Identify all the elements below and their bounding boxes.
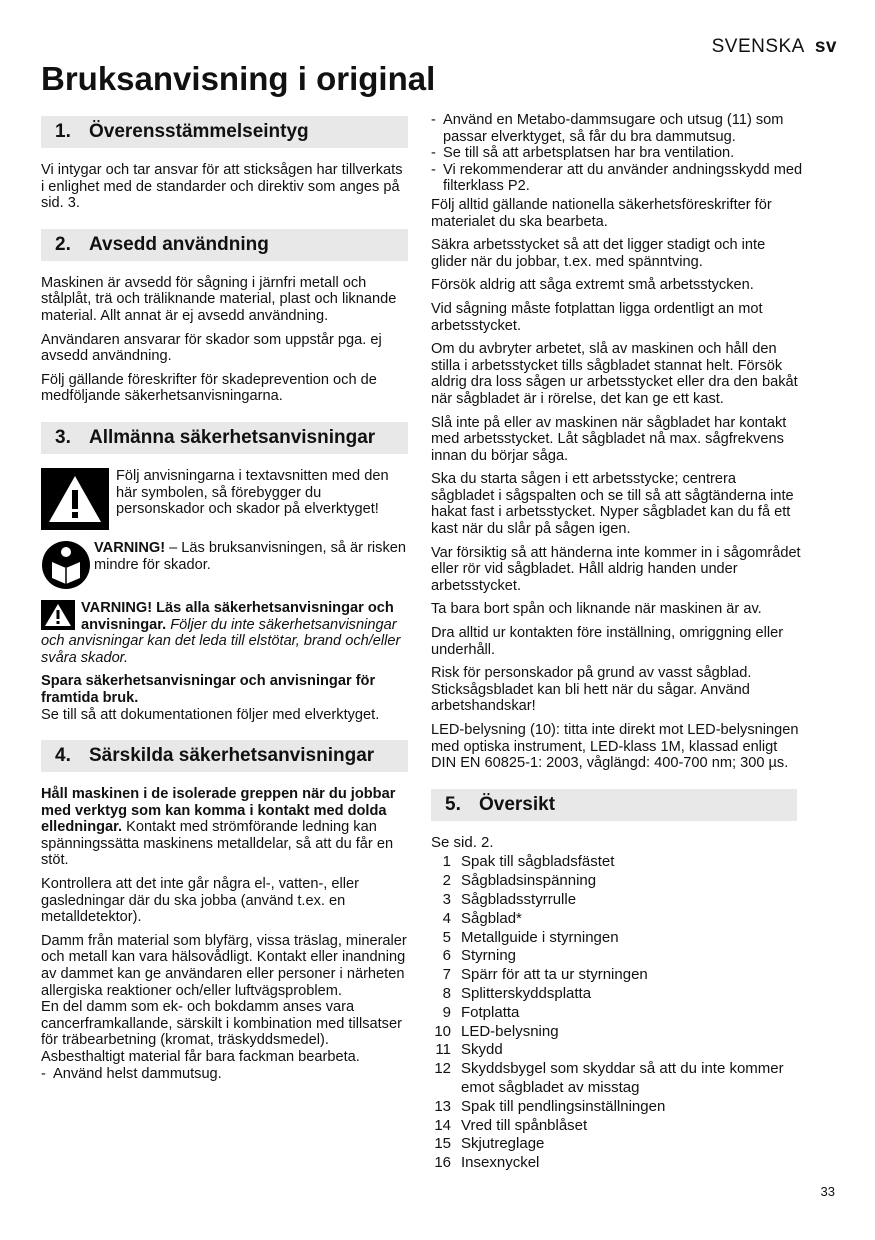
paragraph: LED-belysning (10): titta inte direkt mot LED-belysningen med optiska instrument, LED-klass 1M, klassad enligt DIN EN 60825-1: 2003, våglängd: 400-700 nm; 300 µs. [431, 722, 799, 772]
language-label: SVENSKA sv [711, 36, 837, 57]
paragraph: Ska du starta sågen i ett arbetsstycke; centrera sågbladet i sågspalten och se till så att sågtänderna inte hakat fast i arbetsstycket. Nyper sågbladet kan du få ett kast när du slår på sågen igen. [431, 471, 794, 538]
overview-item-number: 15 [434, 1135, 451, 1153]
overview-item-label: Sågbladsstyrrulle [461, 890, 577, 908]
overview-item [431, 1117, 803, 1136]
overview-item [431, 1023, 803, 1042]
overview-item-label: Skjutreglage [461, 1135, 545, 1153]
paragraph: Var försiktig så att händerna inte kommer in i sågområdet eller rör vid sågbladet. Håll aldrig handen under arbetsstycket. [431, 544, 801, 594]
list-item: - Vi rekommenderar att du använder andningsskydd med filterklass P2. [431, 161, 803, 195]
overview-item-label: Sågblad* [461, 909, 522, 927]
overview-item-label: Fotplatta [461, 1003, 520, 1021]
paragraph: Dra alltid ur kontakten före inställning, omriggning eller underhåll. [431, 625, 784, 658]
dust-text: Damm från material som blyfärg, vissa träslag, mineraler och metall kan vara hälsovådligt. Kontakt eller inandning av dammet kan ge användaren eller personer i närheten allergiska reaktioner och/eller luftvägsproblem. En del damm som ek- och bokdamm anses vara cancerframkallande, särskilt i kombination med tillsatser för träbearbetning (kromat, träskyddsmedel). Asbesthaltigt material får bara fackman bearbeta. [41, 932, 407, 1065]
paragraph: Följ alltid gällande nationella säkerhetsföreskrifter för materialet du ska bearbeta. [431, 196, 772, 230]
paragraph: Vid sågning måste fotplattan ligga ordentligt an mot arbetsstycket. [431, 300, 763, 334]
overview-item-number: 5 [442, 928, 451, 946]
section-2-heading: 2. Avsedd användning [41, 229, 408, 261]
overview-item-number: 3 [442, 890, 451, 908]
paragraph: Säkra arbetsstycket så att det ligger stadigt och inte glider när du jobbar, t.ex. med spänntving. [431, 237, 766, 270]
read-manual-icon [41, 540, 91, 590]
list-item: - Använd helst dammutsug. [41, 1065, 222, 1082]
regulations-text: Följ gällande föreskrifter för skadeprevention och de medföljande säkerhetsanvisningarna. [41, 371, 377, 405]
overview-item-number: 4 [442, 909, 451, 927]
conformity-text: Vi intygar och tar ansvar för att sticksågen har tillverkats i enlighet med de standarder och direktiv som anges på sid. 3. [41, 162, 403, 212]
paragraph: Slå inte på eller av maskinen när sågbladet har kontakt med arbetsstycket. Låt sågbladet nå max. sågfrekvens innan du börjar såga. [431, 414, 787, 464]
overview-item [431, 891, 803, 910]
overview-item [431, 1060, 803, 1098]
page-title: Bruksanvisning i original [41, 60, 436, 97]
overview-item [431, 929, 803, 948]
list-item: - Se till så att arbetsplatsen har bra ventilation. [431, 145, 735, 162]
overview-item-label: Spak till sågbladsfästet [461, 853, 615, 871]
overview-intro: Se sid. 2. [431, 833, 494, 851]
overview-item-label: Styrning [461, 947, 517, 965]
section-5-heading: 5. Översikt [431, 789, 797, 821]
overview-item [431, 853, 803, 872]
overview-item [431, 985, 803, 1004]
overview-item-number: 11 [435, 1041, 451, 1059]
section-3-heading: 3. Allmänna säkerhetsanvisningar [41, 422, 408, 454]
page-number: 33 [820, 1184, 835, 1199]
check-lines-text: Kontrollera att det inte går några el-, vatten-, eller gasledningar där du ska jobba (använd t.ex. en metalldetektor). [41, 876, 359, 926]
overview-item-number: 7 [442, 966, 451, 984]
overview-item [431, 872, 803, 891]
overview-item-label: Splitterskyddsplatta [461, 984, 592, 1002]
overview-item-number: 13 [434, 1097, 451, 1115]
paragraph: Försök aldrig att såga extremt små arbetsstycken. [431, 277, 754, 294]
overview-item [431, 910, 803, 929]
intended-use-text: Maskinen är avsedd för sågning i järnfri metall och stålplåt, trä och träliknande material, plast och liknande material. Allt annat är ej avsedd användning. [41, 274, 397, 324]
warning-triangle-icon [41, 468, 109, 530]
overview-item [431, 1004, 803, 1023]
overview-item-number: 9 [442, 1003, 451, 1021]
overview-item-label: Insexnyckel [461, 1154, 540, 1172]
warning-small-icon [41, 600, 75, 630]
overview-item [431, 1041, 803, 1060]
paragraph: Risk för personskador på grund av vasst sågblad. Sticksågsbladet kan bli hett när du sågar. Använd arbetshandskar! [431, 665, 752, 715]
language-code: sv [814, 36, 837, 57]
overview-item-number: 8 [442, 984, 451, 1002]
overview-item-number: 10 [434, 1022, 451, 1040]
overview-item-number: 1 [442, 853, 451, 871]
paragraph: Om du avbryter arbetet, slå av maskinen och håll den stilla i arbetsstycket tills sågbladet stannat helt. Försök aldrig dra loss sågen ur arbetsstycket eller dra den bakåt när sågbladet är i rörelse, det kan ge ett kast. [431, 341, 798, 407]
insulated-grip-text: Håll maskinen i de isolerade greppen när du jobbar med verktyg som kan komma i kontakt med dolda elledningar. Kontakt med strömförande ledning kan spänningssätta maskinens metalldelar, så att du får en stöt. [41, 786, 396, 869]
section-4-heading: 4. Särskilda säkerhetsanvisningar [41, 740, 408, 772]
list-item: - Använd en Metabo-dammsugare och utsug (11) som passar elverktyget, så får du bra dammutsug. [431, 112, 784, 145]
overview-item-label: Skyddsbygel som skyddar så att du inte kommer emot sågbladet av misstag [461, 1060, 784, 1096]
read-manual-warning: VARNING! – Läs bruksanvisningen, så är risken mindre för skador. [41, 540, 408, 590]
liability-text: Användaren ansvarar för skador som uppstår pga. ej avsedd användning. [41, 331, 382, 365]
right-column [431, 112, 803, 1173]
overview-item-label: LED-belysning [461, 1022, 559, 1040]
read-all-warning: VARNING! Läs alla säkerhetsanvisningar och anvisningar. Följer du inte säkerhetsanvisningar och anvisningar kan det leda till elstötar, brand och/eller svåra skador. [41, 599, 401, 666]
symbol-notice-text: Följ anvisningarna i textavsnitten med den här symbolen, så förebygger du personskador och skador på elverktyget! [116, 467, 389, 518]
overview-item [431, 1135, 803, 1154]
overview-item [431, 1098, 803, 1117]
overview-item-label: Metallguide i styrningen [461, 928, 619, 946]
paragraph: Ta bara bort spån och liknande när maskinen är av. [431, 601, 762, 618]
overview-item [431, 1154, 803, 1173]
overview-item-number: 12 [434, 1060, 451, 1078]
overview-item-number: 6 [442, 947, 451, 965]
overview-item [431, 966, 803, 985]
overview-item-label: Spärr för att ta ur styrningen [461, 966, 648, 984]
overview-item-label: Vred till spånblåset [461, 1116, 588, 1134]
overview-list [431, 853, 803, 1173]
overview-item-number: 2 [442, 872, 451, 890]
overview-item-label: Skydd [461, 1041, 503, 1059]
overview-item-number: 14 [434, 1116, 451, 1134]
overview-item-label: Sågbladsinspänning [461, 872, 597, 890]
left-column [41, 116, 408, 1082]
overview-item [431, 947, 803, 966]
save-instructions: Spara säkerhetsanvisningar och anvisningar för framtida bruk. Se till så att dokumentationen följer med elverktyget. [41, 673, 380, 723]
section-1-heading: 1. Överensstämmelseintyg [41, 116, 408, 148]
symbol-notice [41, 468, 408, 530]
overview-item-number: 16 [434, 1154, 451, 1172]
overview-item-label: Spak till pendlingsinställningen [461, 1097, 666, 1115]
